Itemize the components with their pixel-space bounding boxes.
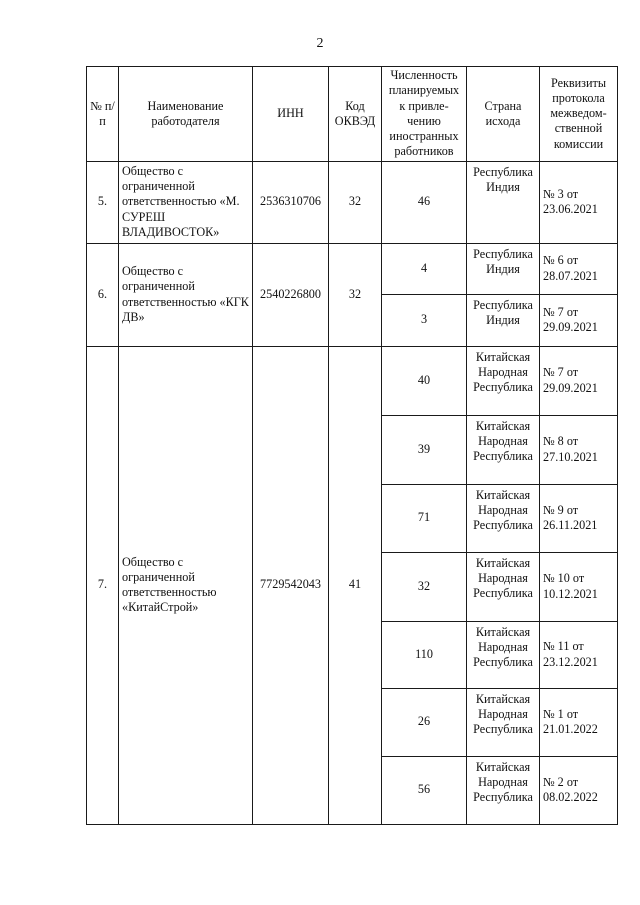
- worker-count: 56: [382, 756, 467, 824]
- origin-country: Республика Индия: [467, 161, 540, 243]
- origin-country: Республика Индия: [467, 243, 540, 294]
- employer-inn: 7729542043: [253, 346, 329, 824]
- protocol-details: № 11 от 23.12.2021: [540, 621, 618, 688]
- row-number: 7.: [87, 346, 119, 824]
- employer-okved: 32: [329, 243, 382, 346]
- origin-country: Китайская Народная Республика: [467, 621, 540, 688]
- page-number: 2: [316, 36, 324, 51]
- protocol-details: № 7 от 29.09.2021: [540, 346, 618, 415]
- header-country: Страна исхода: [467, 67, 540, 162]
- origin-country: Китайская Народная Республика: [467, 415, 540, 484]
- header-num: № п/п: [87, 67, 119, 162]
- worker-count: 4: [382, 243, 467, 294]
- protocol-details: № 3 от 23.06.2021: [540, 161, 618, 243]
- table-row: [87, 346, 618, 415]
- origin-country: Китайская Народная Республика: [467, 552, 540, 621]
- worker-count: 3: [382, 294, 467, 346]
- worker-count: 46: [382, 161, 467, 243]
- origin-country: Республика Индия: [467, 294, 540, 346]
- row-number: 6.: [87, 243, 119, 346]
- protocol-details: № 10 от 10.12.2021: [540, 552, 618, 621]
- protocol-details: № 9 от 26.11.2021: [540, 484, 618, 552]
- header-okved: Код ОКВЭД: [329, 67, 382, 162]
- protocol-details: № 7 от 29.09.2021: [540, 294, 618, 346]
- employer-name: Общество с ограниченной ответственностью «М. СУРЕШ ВЛАДИВОСТОК»: [119, 161, 253, 243]
- employer-okved: 41: [329, 346, 382, 824]
- employer-okved: 32: [329, 161, 382, 243]
- origin-country: Китайская Народная Республика: [467, 484, 540, 552]
- worker-count: 39: [382, 415, 467, 484]
- worker-count: 110: [382, 621, 467, 688]
- origin-country: Китайская Народная Республика: [467, 346, 540, 415]
- header-protocol: Реквизиты протокола межведом-ственной комиссии: [540, 67, 618, 162]
- worker-count: 40: [382, 346, 467, 415]
- employers-table: [86, 66, 618, 825]
- employer-name: Общество с ограниченной ответственностью «КитайСтрой»: [119, 346, 253, 824]
- worker-count: 26: [382, 688, 467, 756]
- table-body: [87, 161, 618, 824]
- origin-country: Китайская Народная Республика: [467, 756, 540, 824]
- table-row: [87, 161, 618, 243]
- header-name: Наименование работодателя: [119, 67, 253, 162]
- protocol-details: № 2 от 08.02.2022: [540, 756, 618, 824]
- employer-inn: 2536310706: [253, 161, 329, 243]
- worker-count: 32: [382, 552, 467, 621]
- employer-inn: 2540226800: [253, 243, 329, 346]
- protocol-details: № 1 от 21.01.2022: [540, 688, 618, 756]
- protocol-details: № 8 от 27.10.2021: [540, 415, 618, 484]
- protocol-details: № 6 от 28.07.2021: [540, 243, 618, 294]
- header-count: Численность планируемых к привле-чению иностранных работников: [382, 67, 467, 162]
- employer-name: Общество с ограниченной ответственностью «КГК ДВ»: [119, 243, 253, 346]
- header-row: [87, 67, 618, 162]
- worker-count: 71: [382, 484, 467, 552]
- origin-country: Китайская Народная Республика: [467, 688, 540, 756]
- table-row: [87, 243, 618, 294]
- row-number: 5.: [87, 161, 119, 243]
- header-inn: ИНН: [253, 67, 329, 162]
